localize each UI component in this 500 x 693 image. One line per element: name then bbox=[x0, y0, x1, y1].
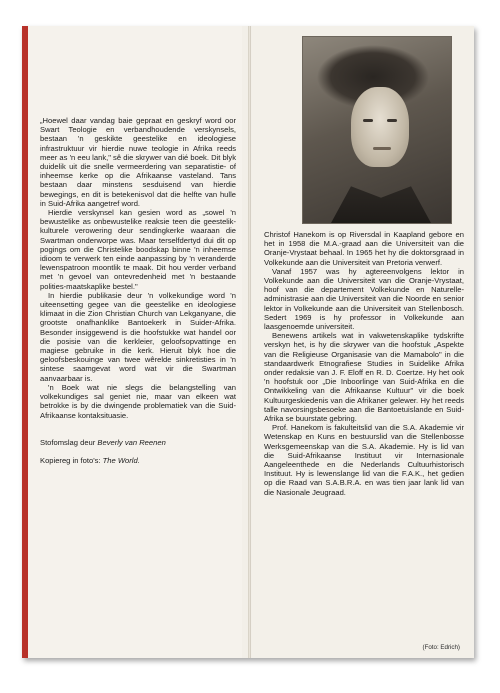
blurb-column bbox=[40, 116, 236, 465]
book-jacket-scan bbox=[22, 26, 474, 658]
bio-paragraph-3: Benewens artikels wat in vakwetenskaplike tydskrifte verskyn het, is hy die skrywer van die hoofstuk „Aspekte van die Religieuse Organisasie van die Mamabolo" in die standaardwerk Etnografiese Studies in Suidelike Afrika onder redaksie van J. F. Eloff en R. D. Coertze. Hy het ook 'n hoofstuk oor „Die Inboorlinge van Suid-Afrika en die Ontwikkeling van die Afrikaanse Kultuur" vir die boek Kultuurgeskiedenis van die Afrikaner gelewer. Hy het reeds talle navorsingsbesoeke aan die Bantoetuislande en Suid-Afrika se buurstate gebring. bbox=[264, 331, 464, 424]
portrait-mouth bbox=[373, 147, 391, 150]
cover-credit: Stofomslag deur Beverly van Reenen bbox=[40, 437, 166, 447]
left-flap bbox=[28, 26, 242, 658]
portrait-jacket bbox=[331, 177, 431, 223]
portrait-face bbox=[351, 87, 409, 167]
biography-column bbox=[264, 230, 464, 497]
portrait-eye-left bbox=[363, 119, 373, 122]
bio-paragraph-1: Christof Hanekom is op Riversdal in Kaapland gebore en het in 1958 die M.A.-graad aan die Universiteit van die Oranje-Vrystaat behaal. In 1965 het hy die doktorsgraad in Volkekunde aan die Universiteit van Pretoria verwerf. bbox=[264, 230, 464, 267]
bio-paragraph-2: Vanaf 1957 was hy agtereenvolgens lektor in Volkekunde aan die Universiteit van die Oranje-Vrystaat, hoof van die departement Volkekunde en Naturelle-administrasie aan die Universiteit van die Noorde en senior lektor in Volkekunde aan die Universiteit van Stellenbosch. Sedert 1969 is hy professor in Volkekunde aan laasgenoemde universiteit. bbox=[264, 266, 464, 332]
blurb-paragraph-2: Hierdie verskynsel kan gesien word as „sowel 'n bewustelike as onbewustelike reaksie teen die geestelik-kulturele verowering deur sendingkerke waaraan die Swartman onderworpe was. Maar terselfdertyd dui dit op pogings om die Christelike boodskap binne 'n inheemse idioom te verwerk ten einde aanpassing by 'n veranderde lewenspatroon moontlik te maak. Dit hou verder verband met 'n gevoel van ontevredenheid met 'n bestaande polities-maatskaplike bestel." bbox=[40, 208, 236, 291]
cover-red-edge bbox=[22, 26, 28, 658]
photo-copyright: Kopiereg in foto's: The World. bbox=[40, 455, 140, 465]
photo-credit: (Foto: Edrich) bbox=[422, 644, 460, 651]
jacket-fold bbox=[248, 26, 251, 658]
right-flap bbox=[252, 26, 474, 658]
blurb-paragraph-4: 'n Boek wat nie slegs die belangstelling van volkekundiges sal geniet nie, maar van elkeen wat betrokke is by die dwingende problematiek van die Suid-Afrikaanse kontaksituasie. bbox=[40, 382, 236, 420]
author-portrait bbox=[302, 36, 452, 224]
portrait-eye-right bbox=[387, 119, 397, 122]
blurb-paragraph-1: „Hoewel daar vandag baie gepraat en geskryf word oor Swart Teologie en verbandhoudende verskynsels, bestaan 'n geskikte geestelike en ideologiese infrastruktuur vir hierdie nuwe teologie in Afrika reeds meer as 'n eeu lank," sê die skrywer van dié boek. Dit blyk duidelik uit die snelle vermeerdering van separatistie- of inheemse kerke op die Afrikaanse vasteland. Tans bestaan daar minstens sesduisend van hierdie bewegings, en dit is betekenisvol dat die helfte van hulle in Suid-Afrika aangetref word. bbox=[40, 116, 236, 208]
bio-paragraph-4: Prof. Hanekom is fakulteitslid van die S.A. Akademie vir Wetenskap en Kuns en bestuurslid van die Stellenbosse Werksgemeenskap van die S.A. Akademie. Hy is lid van die Suid-Afrikaanse Instituut vir Internasionale Aangeleenthede en die Nederlands Cultuurhistorisch Instituut. Hy is lewenslange lid van die F.A.K., het gedien op die Raad van S.A.B.R.A. en was tien jaar lank lid van die Nasionale Jeugraad. bbox=[264, 423, 464, 497]
blurb-paragraph-3: In hierdie publikasie deur 'n volkekundige word 'n uiteensetting gegee van die geestelike en ideologiese klimaat in die Zion Christian Church van Lekganyane, die grootste onafhanklike Bantoekerk in Suider-Afrika. Besonder insiggewend is die hoofstukke wat handel oor die posisie van die kerkleier, geloofsopvattinge en magiese gebruike in die kerk. Hieruit blyk hoe die geloofsbeskouinge van twee wêrelde sinkretisties in 'n sintese saamgevat word wat vir die Swartman aanvaarbaar is. bbox=[40, 290, 236, 383]
